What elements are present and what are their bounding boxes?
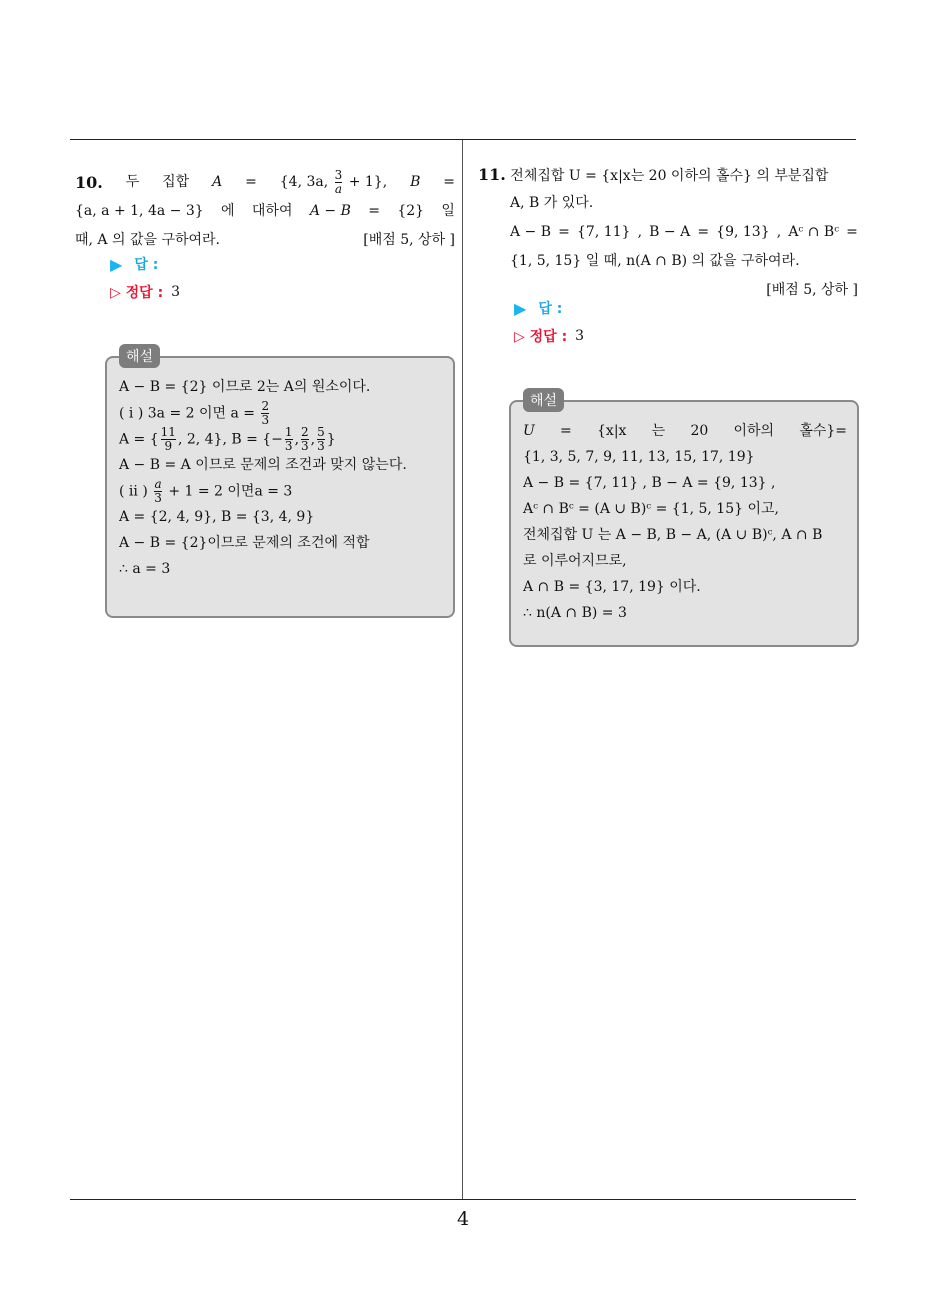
blue-triangle-icon: ▶: [110, 254, 123, 274]
problem-11-line-2: A, B 가 있다.: [510, 195, 594, 211]
fraction: $\frac{2}{3}$: [261, 399, 270, 427]
problem-10-line-3: 때, A 의 값을 구하여라. [배점 5, 상하 ]: [75, 226, 455, 255]
solution-body: U = {x|x 는 20 이하의 홀수}= {1, 3, 5, 7, 9, 11, 13, 15, 17, 19} A − B = {7, 11} , B − A = {9, 13} , Aᶜ ∩ Bᶜ = (A ∪ B)ᶜ = {1, 5, 15} 이고, 전체집합 U 는 A − B, B − A, (A ∪ B)ᶜ, A ∩ B 로 이루어지므로, A ∩ B = {3, 17, 19} 이다. ∴ n(A ∩ B) = 3: [523, 423, 847, 621]
bottom-rule: [70, 1199, 856, 1200]
answer-row: [110, 250, 158, 278]
top-rule: [70, 139, 856, 140]
correct-answer-row: [514, 322, 584, 350]
problem-number: 11.: [478, 165, 506, 184]
page-number: 4: [456, 1208, 470, 1230]
problem-11: [478, 160, 858, 305]
answer-row: [514, 294, 562, 322]
fraction: $\frac{1}{3}$: [284, 425, 293, 453]
fraction: $\frac{3}{a}$: [334, 167, 343, 196]
solution-tag: 해설: [119, 344, 160, 368]
problem-11-line-4: {1, 5, 15} 일 때, n(A ∩ B) 의 값을 구하여라.: [510, 253, 800, 269]
problem-11-line-3: A − B = {7, 11} , B − A = {9, 13} , Aᶜ ∩ Bᶜ =: [510, 224, 858, 240]
problem-10: [75, 168, 455, 255]
solution-box: [509, 393, 859, 647]
blue-triangle-icon: ▶: [514, 298, 527, 318]
score-label: [배점 5, 상하 ]: [766, 282, 858, 298]
correct-answer-row: [110, 278, 180, 306]
problem-number: 10.: [75, 173, 103, 192]
correct-answer-label: ▷ 정답 :: [110, 285, 164, 301]
fraction: $\frac{5}{3}$: [317, 425, 325, 453]
fraction: $\frac{a}{3}$: [154, 477, 162, 505]
correct-answer-value: 3: [171, 284, 181, 300]
column-divider: [462, 140, 463, 1200]
problem-10-line-1: 10. 두 집합 A = {4, 3a, $\frac{3}{a}$ + 1}, B =: [75, 167, 455, 196]
fraction: $\frac{11}{9}$: [160, 425, 176, 453]
problem-11-line-1: 11. 전체집합 U = {x|x는 20 이하의 홀수} 의 부분집합: [478, 165, 829, 184]
solution-tag: 해설: [523, 388, 564, 412]
solution-box: [105, 349, 455, 618]
answer-label: 답 :: [134, 257, 159, 273]
score-label: [배점 5, 상하 ]: [363, 232, 455, 248]
answer-label: 답 :: [538, 301, 563, 317]
fraction: $\frac{2}{3}$: [301, 425, 309, 453]
correct-answer-value: 3: [575, 328, 585, 344]
correct-answer-label: ▷ 정답 :: [514, 329, 568, 345]
problem-10-line-2: {a, a + 1, 4a − 3} 에 대하여 A − B = {2} 일: [75, 203, 455, 219]
solution-body: A − B = {2} 이므로 2는 A의 원소이다. ( i ) 3a = 2 이면 a = $\frac{2}{3}$ A = { $\frac{11}{9}$ , 2, 4}, B = {− $\frac{1}{3}$ , $\frac{2}{3}$ , $\frac{5}{3}$ } A − B = A 이므로 문제의 조건과 맞지 않는다. ( ii ) $\frac{a}{3}$ + 1 = 2 이면a = 3 A = {2, 4, 9}, B = {3, 4, 9} A − B = {2}이므로 문제의 조건에 적합 ∴ a = 3: [119, 379, 407, 577]
